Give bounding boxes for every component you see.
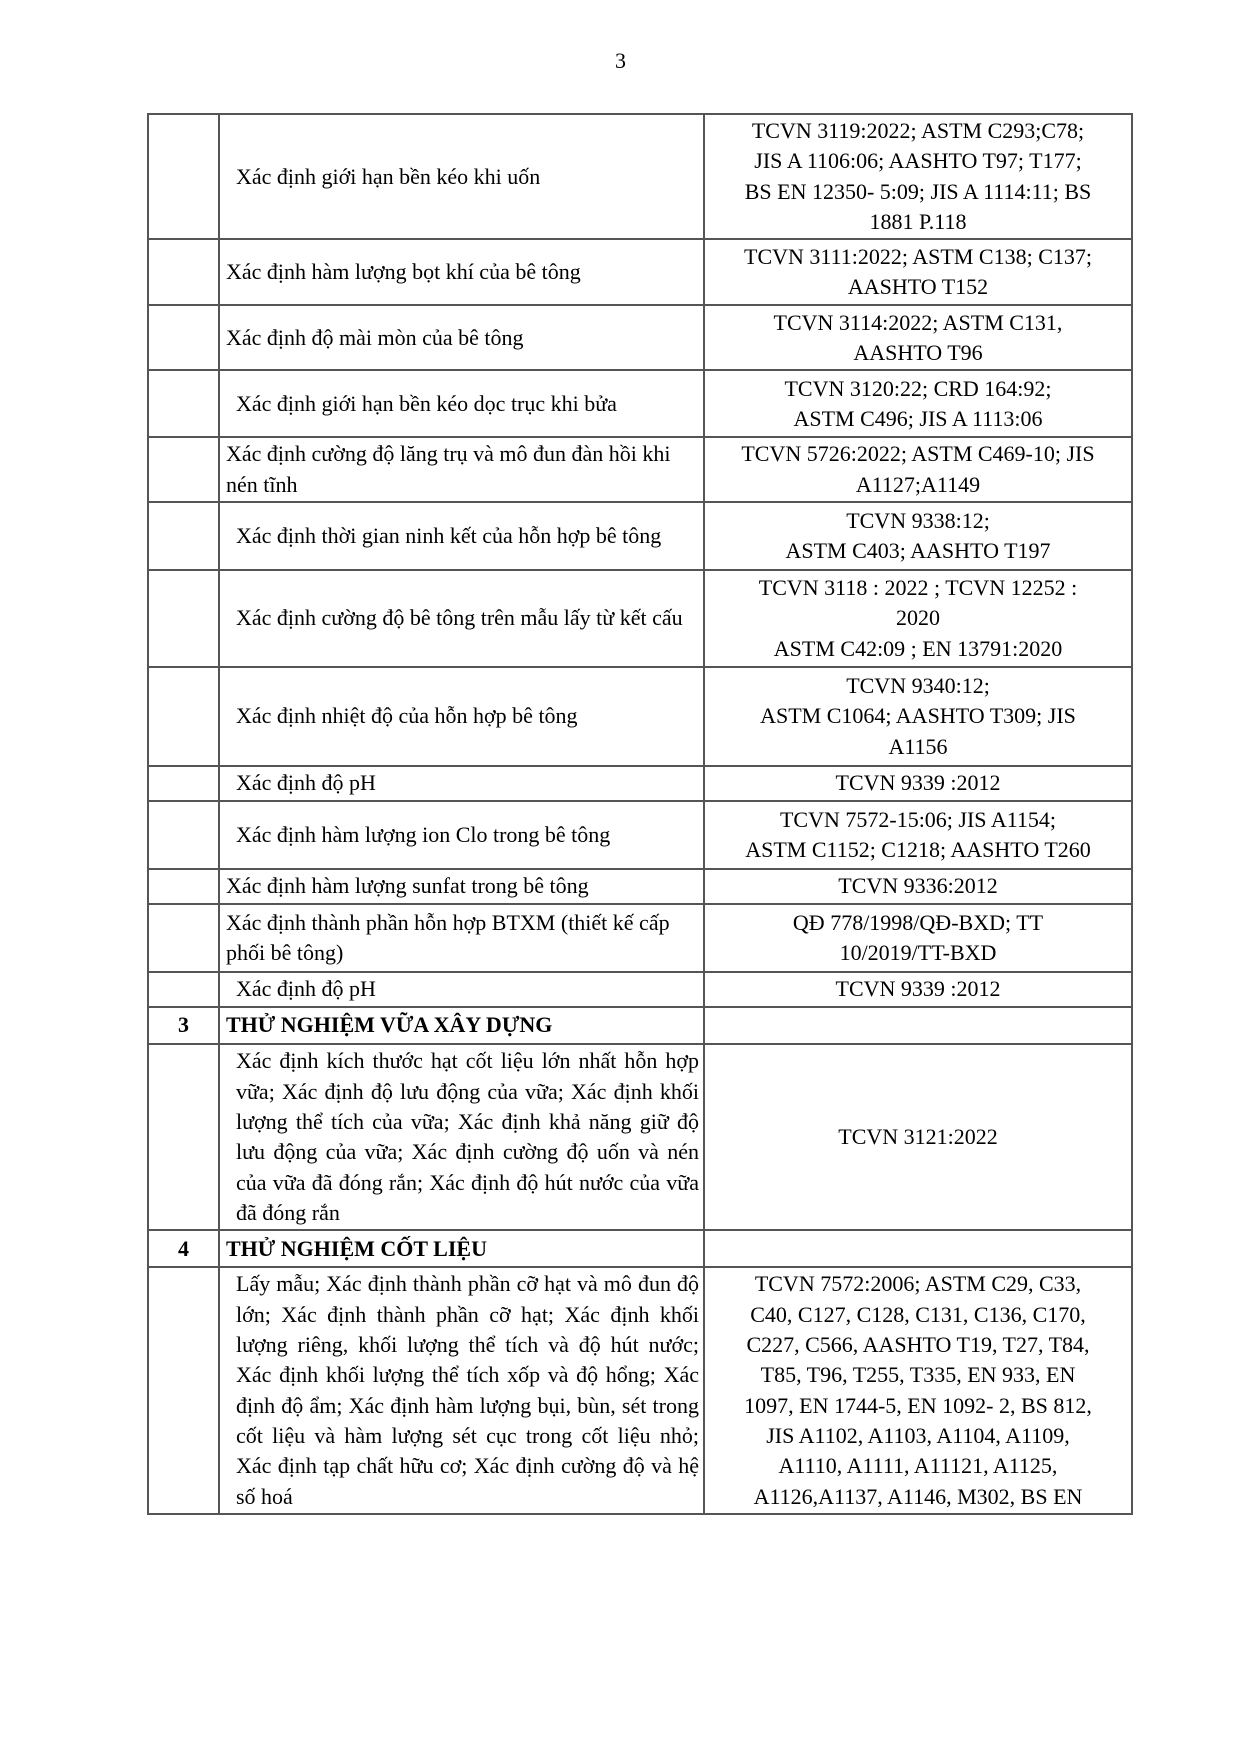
test-name-cell: Xác định giới hạn bền kéo dọc trục khi bửa xyxy=(219,370,704,437)
standard-line: ASTM C1152; C1218; AASHTO T260 xyxy=(745,837,1091,863)
table-row xyxy=(148,972,1132,1007)
row-number-cell xyxy=(148,667,219,766)
standard-line: A1156 xyxy=(888,733,948,759)
standard-line: ASTM C42:09 ; EN 13791:2020 xyxy=(773,635,1063,661)
row-number-cell xyxy=(148,1267,219,1514)
table-row xyxy=(148,801,1132,869)
standard-cell xyxy=(704,801,1132,869)
row-number-cell xyxy=(148,972,219,1007)
standard-line: T85, T96, T255, T335, EN 933, EN xyxy=(760,1362,1076,1388)
row-number-cell xyxy=(148,305,219,370)
standard-line: AASHTO T152 xyxy=(847,274,989,300)
standard-line: TCVN 3118 : 2022 ; TCVN 12252 : xyxy=(758,575,1078,601)
test-name-cell: Xác định hàm lượng ion Clo trong bê tông xyxy=(219,801,704,869)
standard-line: TCVN 9336:2012 xyxy=(838,873,998,899)
standard-line: TCVN 7572-15:06; JIS A1154; xyxy=(779,806,1057,832)
standard-line: BS EN 12350- 5:09; JIS A 1114:11; BS xyxy=(744,178,1092,204)
test-name-cell: Xác định độ pH xyxy=(219,972,704,1007)
row-number-cell xyxy=(148,502,219,570)
test-name-cell: Xác định nhiệt độ của hỗn hợp bê tông xyxy=(219,667,704,766)
standard-line: JIS A1102, A1103, A1104, A1109, xyxy=(766,1423,1070,1449)
table-row xyxy=(148,437,1132,502)
table-body xyxy=(148,114,1132,1514)
standard-line: ASTM C403; AASHTO T197 xyxy=(785,538,1051,564)
test-name-cell: Xác định hàm lượng sunfat trong bê tông xyxy=(219,869,704,904)
standard-line: TCVN 9340:12; xyxy=(846,673,990,699)
table-row xyxy=(148,1267,1132,1514)
page-number: 3 xyxy=(615,48,626,73)
standard-line: C40, C127, C128, C131, C136, C170, xyxy=(750,1301,1086,1327)
standard-line: JIS A 1106:06; AASHTO T97; T177; xyxy=(754,148,1082,174)
row-number-cell xyxy=(148,904,219,972)
standard-line: C227, C566, AASHTO T19, T27, T84, xyxy=(746,1332,1090,1358)
standard-line: AASHTO T96 xyxy=(853,339,983,365)
test-name-cell: Xác định giới hạn bền kéo khi uốn xyxy=(219,114,704,239)
table-row xyxy=(148,239,1132,305)
test-name-cell: Xác định độ pH xyxy=(219,766,704,801)
test-name-cell: Xác định kích thước hạt cốt liệu lớn nhất hỗn hợp vữa; Xác định độ lưu động của vữa; Xác định khối lượng thể tích của vữa; Xác định khả năng giữ độ lưu động của vữa; Xác định cường độ uốn và nén của vữa đã đóng rắn; Xác định độ hút nước của vữa đã đóng rắn xyxy=(219,1044,704,1230)
standard-line: 1097, EN 1744-5, EN 1092- 2, BS 812, xyxy=(744,1392,1092,1418)
standard-cell xyxy=(704,766,1132,801)
standard-line: TCVN 9339 :2012 xyxy=(835,770,1001,796)
standard-cell xyxy=(704,972,1132,1007)
section-title-cell: THỬ NGHIỆM CỐT LIỆU xyxy=(219,1230,704,1267)
standard-cell xyxy=(704,904,1132,972)
table-row xyxy=(148,114,1132,239)
test-name-cell: Xác định cường độ bê tông trên mẫu lấy từ kết cấu xyxy=(219,570,704,667)
standard-cell xyxy=(704,114,1132,239)
standard-line: TCVN 3121:2022 xyxy=(838,1124,998,1150)
row-number-cell xyxy=(148,766,219,801)
standard-line: TCVN 3120:22; CRD 164:92; xyxy=(784,375,1052,401)
standard-line: A1110, A1111, A11121, A1125, xyxy=(778,1453,1058,1479)
section-row xyxy=(148,1007,1132,1044)
test-name-cell: Xác định cường độ lăng trụ và mô đun đàn hồi khi nén tĩnh xyxy=(219,437,704,502)
row-number-cell xyxy=(148,239,219,305)
standard-cell xyxy=(704,1007,1132,1044)
standard-cell xyxy=(704,1230,1132,1267)
table-row xyxy=(148,570,1132,667)
table-row xyxy=(148,305,1132,370)
section-row xyxy=(148,1230,1132,1267)
standard-cell xyxy=(704,1044,1132,1230)
standard-line: A1126,A1137, A1146, M302, BS EN xyxy=(753,1483,1083,1509)
standard-cell xyxy=(704,869,1132,904)
standard-line: A1127;A1149 xyxy=(855,471,981,497)
standard-cell xyxy=(704,370,1132,437)
standard-cell xyxy=(704,570,1132,667)
row-number-cell xyxy=(148,869,219,904)
section-title-cell: THỬ NGHIỆM VỮA XÂY DỰNG xyxy=(219,1007,704,1044)
table-row xyxy=(148,766,1132,801)
row-number-cell: 3 xyxy=(148,1007,219,1044)
standard-line: ASTM C1064; AASHTO T309; JIS xyxy=(760,703,1076,729)
row-number-cell xyxy=(148,801,219,869)
test-standards-table xyxy=(147,113,1133,1515)
table-row xyxy=(148,370,1132,437)
standard-line: TCVN 3114:2022; ASTM C131, xyxy=(773,309,1063,335)
standard-cell xyxy=(704,1267,1132,1514)
standard-cell xyxy=(704,667,1132,766)
standard-line: ASTM C496; JIS A 1113:06 xyxy=(793,405,1043,431)
row-number-cell xyxy=(148,370,219,437)
standard-line: TCVN 7572:2006; ASTM C29, C33, xyxy=(754,1271,1082,1297)
table-row xyxy=(148,502,1132,570)
standard-line: 10/2019/TT-BXD xyxy=(839,940,997,966)
standard-line: 1881 P.118 xyxy=(869,209,967,235)
standard-cell xyxy=(704,239,1132,305)
standard-cell xyxy=(704,305,1132,370)
standard-line: TCVN 5726:2022; ASTM C469-10; JIS xyxy=(741,441,1095,467)
row-number-cell: 4 xyxy=(148,1230,219,1267)
standard-line: 2020 xyxy=(896,605,940,631)
table-row xyxy=(148,1044,1132,1230)
table-row xyxy=(148,667,1132,766)
standard-line: TCVN 9338:12; xyxy=(846,507,990,533)
test-name-cell: Lấy mẫu; Xác định thành phần cỡ hạt và mô đun độ lớn; Xác định thành phần cỡ hạt; Xác định khối lượng riêng, khối lượng thể tích và độ hút nước; Xác định khối lượng thể tích xốp và độ hổng; Xác định độ ẩm; Xác định hàm lượng bụi, bùn, sét trong cốt liệu và hàm lượng sét cục trong cốt liệu nhỏ; Xác định tạp chất hữu cơ; Xác định cường độ và hệ số hoá xyxy=(219,1267,704,1514)
standard-cell xyxy=(704,437,1132,502)
standard-line: TCVN 3119:2022; ASTM C293;C78; xyxy=(751,118,1085,143)
row-number-cell xyxy=(148,570,219,667)
row-number-cell xyxy=(148,437,219,502)
test-name-cell: Xác định độ mài mòn của bê tông xyxy=(219,305,704,370)
row-number-cell xyxy=(148,114,219,239)
standard-line: TCVN 9339 :2012 xyxy=(835,976,1001,1002)
test-name-cell: Xác định hàm lượng bọt khí của bê tông xyxy=(219,239,704,305)
row-number-cell xyxy=(148,1044,219,1230)
standard-line: TCVN 3111:2022; ASTM C138; C137; xyxy=(744,244,1092,270)
test-name-cell: Xác định thời gian ninh kết của hỗn hợp bê tông xyxy=(219,502,704,570)
standard-cell xyxy=(704,502,1132,570)
table-row xyxy=(148,869,1132,904)
test-name-cell: Xác định thành phần hỗn hợp BTXM (thiết kế cấp phối bê tông) xyxy=(219,904,704,972)
table-row xyxy=(148,904,1132,972)
standard-line: QĐ 778/1998/QĐ-BXD; TT xyxy=(792,909,1044,935)
